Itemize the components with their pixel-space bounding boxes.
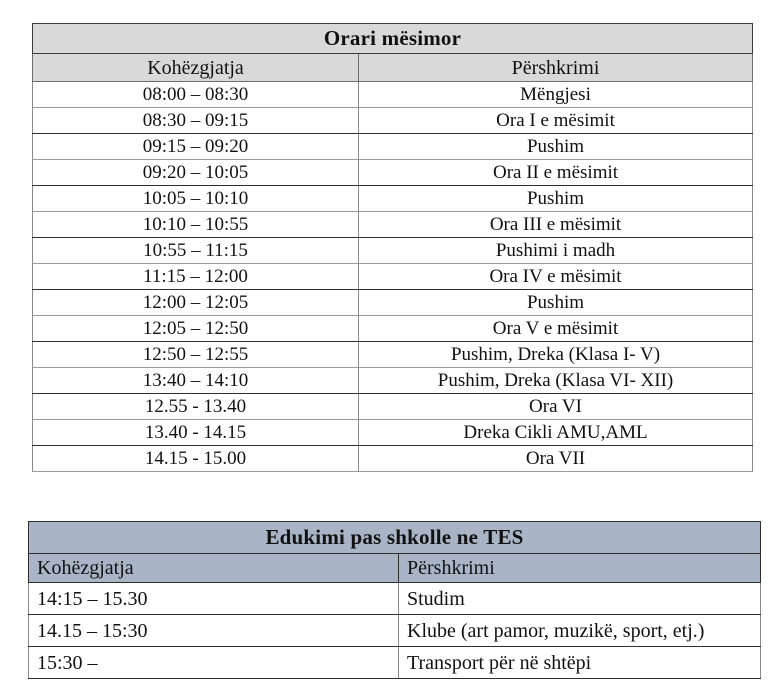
cell-description: Klube (art pamor, muzikë, sport, etj.) [399,615,761,647]
table-title: Orari mësimor [33,24,753,54]
cell-duration: 12:50 – 12:55 [33,342,359,368]
column-header-pershkrimi: Përshkrimi [359,54,753,82]
cell-description: Ora IV e mësimit [359,264,753,290]
cell-duration: 13:40 – 14:10 [33,368,359,394]
cell-description: Pushim, Dreka (Klasa I- V) [359,342,753,368]
cell-description: Ora VI [359,394,753,420]
cell-description: Dreka Cikli AMU,AML [359,420,753,446]
table-row [29,583,761,615]
table-row [33,264,753,290]
table-row [33,160,753,186]
cell-duration: 08:00 – 08:30 [33,82,359,108]
cell-duration: 10:05 – 10:10 [33,186,359,212]
cell-description: Transport për në shtëpi [399,647,761,679]
table-title: Edukimi pas shkolle ne TES [29,522,761,554]
table-row [33,446,753,472]
table-row [29,647,761,679]
table-row [33,212,753,238]
table-body [33,24,753,472]
cell-description: Pushim [359,134,753,160]
cell-duration: 13.40 - 14.15 [33,420,359,446]
column-header-kohezgjatja: Kohëzgjatja [33,54,359,82]
cell-duration: 15:30 – [29,647,399,679]
table-row [33,134,753,160]
table-row [33,108,753,134]
table-header-row [33,54,753,82]
cell-duration: 09:15 – 09:20 [33,134,359,160]
schedule-table-orari-mesimor [32,23,753,472]
table-row [33,238,753,264]
column-header-kohezgjatja: Kohëzgjatja [29,554,399,583]
table-title-row [33,24,753,54]
table-row [29,615,761,647]
cell-description: Ora I e mësimit [359,108,753,134]
cell-description: Pushim [359,290,753,316]
cell-description: Mëngjesi [359,82,753,108]
table-row [33,186,753,212]
cell-duration: 14:15 – 15.30 [29,583,399,615]
table-title-row [29,522,761,554]
cell-description: Pushim, Dreka (Klasa VI- XII) [359,368,753,394]
cell-description: Pushim [359,186,753,212]
table-header-row [29,554,761,583]
cell-description: Ora II e mësimit [359,160,753,186]
table-row [33,420,753,446]
cell-duration: 12:00 – 12:05 [33,290,359,316]
schedule-table-edukimi-pas-shkolle [28,521,761,679]
table-body [29,522,761,679]
cell-duration: 10:10 – 10:55 [33,212,359,238]
cell-duration: 14.15 – 15:30 [29,615,399,647]
cell-description: Ora III e mësimit [359,212,753,238]
cell-duration: 11:15 – 12:00 [33,264,359,290]
cell-duration: 08:30 – 09:15 [33,108,359,134]
cell-description: Ora V e mësimit [359,316,753,342]
cell-duration: 09:20 – 10:05 [33,160,359,186]
cell-description: Ora VII [359,446,753,472]
table-row [33,368,753,394]
cell-duration: 12.55 - 13.40 [33,394,359,420]
table-row [33,342,753,368]
cell-duration: 14.15 - 15.00 [33,446,359,472]
table-row [33,316,753,342]
cell-description: Studim [399,583,761,615]
table-row [33,394,753,420]
table-row [33,290,753,316]
cell-duration: 12:05 – 12:50 [33,316,359,342]
cell-description: Pushimi i madh [359,238,753,264]
table-row [33,82,753,108]
cell-duration: 10:55 – 11:15 [33,238,359,264]
column-header-pershkrimi: Përshkrimi [399,554,761,583]
